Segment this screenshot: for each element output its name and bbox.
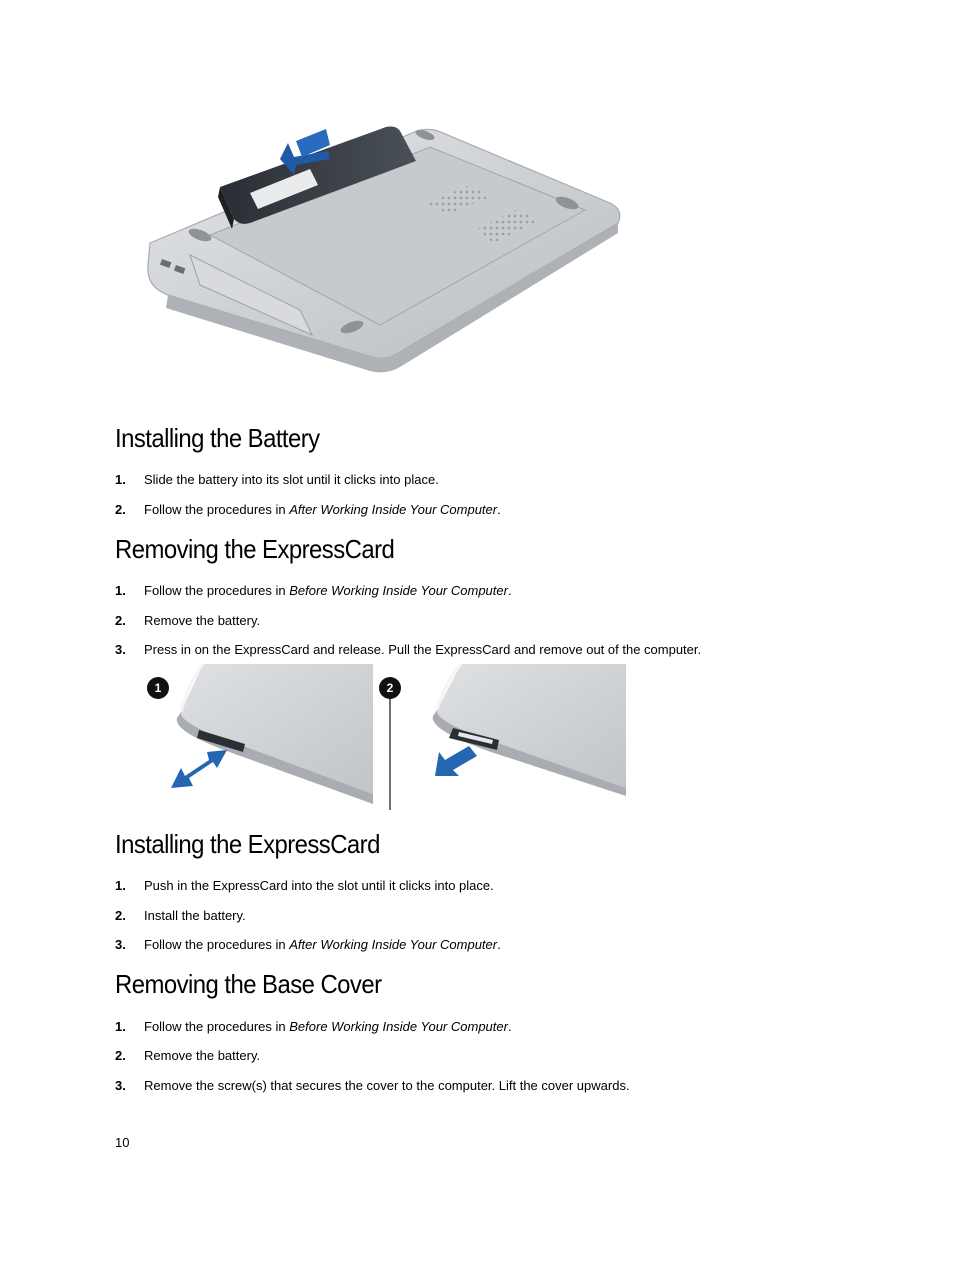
page-number: 10 <box>115 1135 130 1150</box>
callout-1-label: 1 <box>154 681 162 695</box>
cross-reference: Before Working Inside Your Computer <box>289 1019 508 1034</box>
cross-reference: After Working Inside Your Computer <box>289 502 498 517</box>
section-title: Removing the Base Cover <box>115 969 382 999</box>
expresscard-removal-illustration <box>143 664 628 810</box>
expresscard-removal-figure <box>143 664 628 810</box>
callout-2-label: 2 <box>386 681 394 695</box>
battery-removal-figure <box>140 105 630 400</box>
cross-reference: After Working Inside Your Computer <box>289 937 498 952</box>
callout-1 <box>147 677 169 699</box>
section-title: Installing the Battery <box>115 423 320 453</box>
callout-2 <box>379 677 401 699</box>
section-title: Installing the ExpressCard <box>115 829 380 859</box>
section-title: Removing the ExpressCard <box>115 534 395 564</box>
laptop-battery-removal-illustration <box>140 105 630 400</box>
cross-reference: Before Working Inside Your Computer <box>289 583 508 598</box>
